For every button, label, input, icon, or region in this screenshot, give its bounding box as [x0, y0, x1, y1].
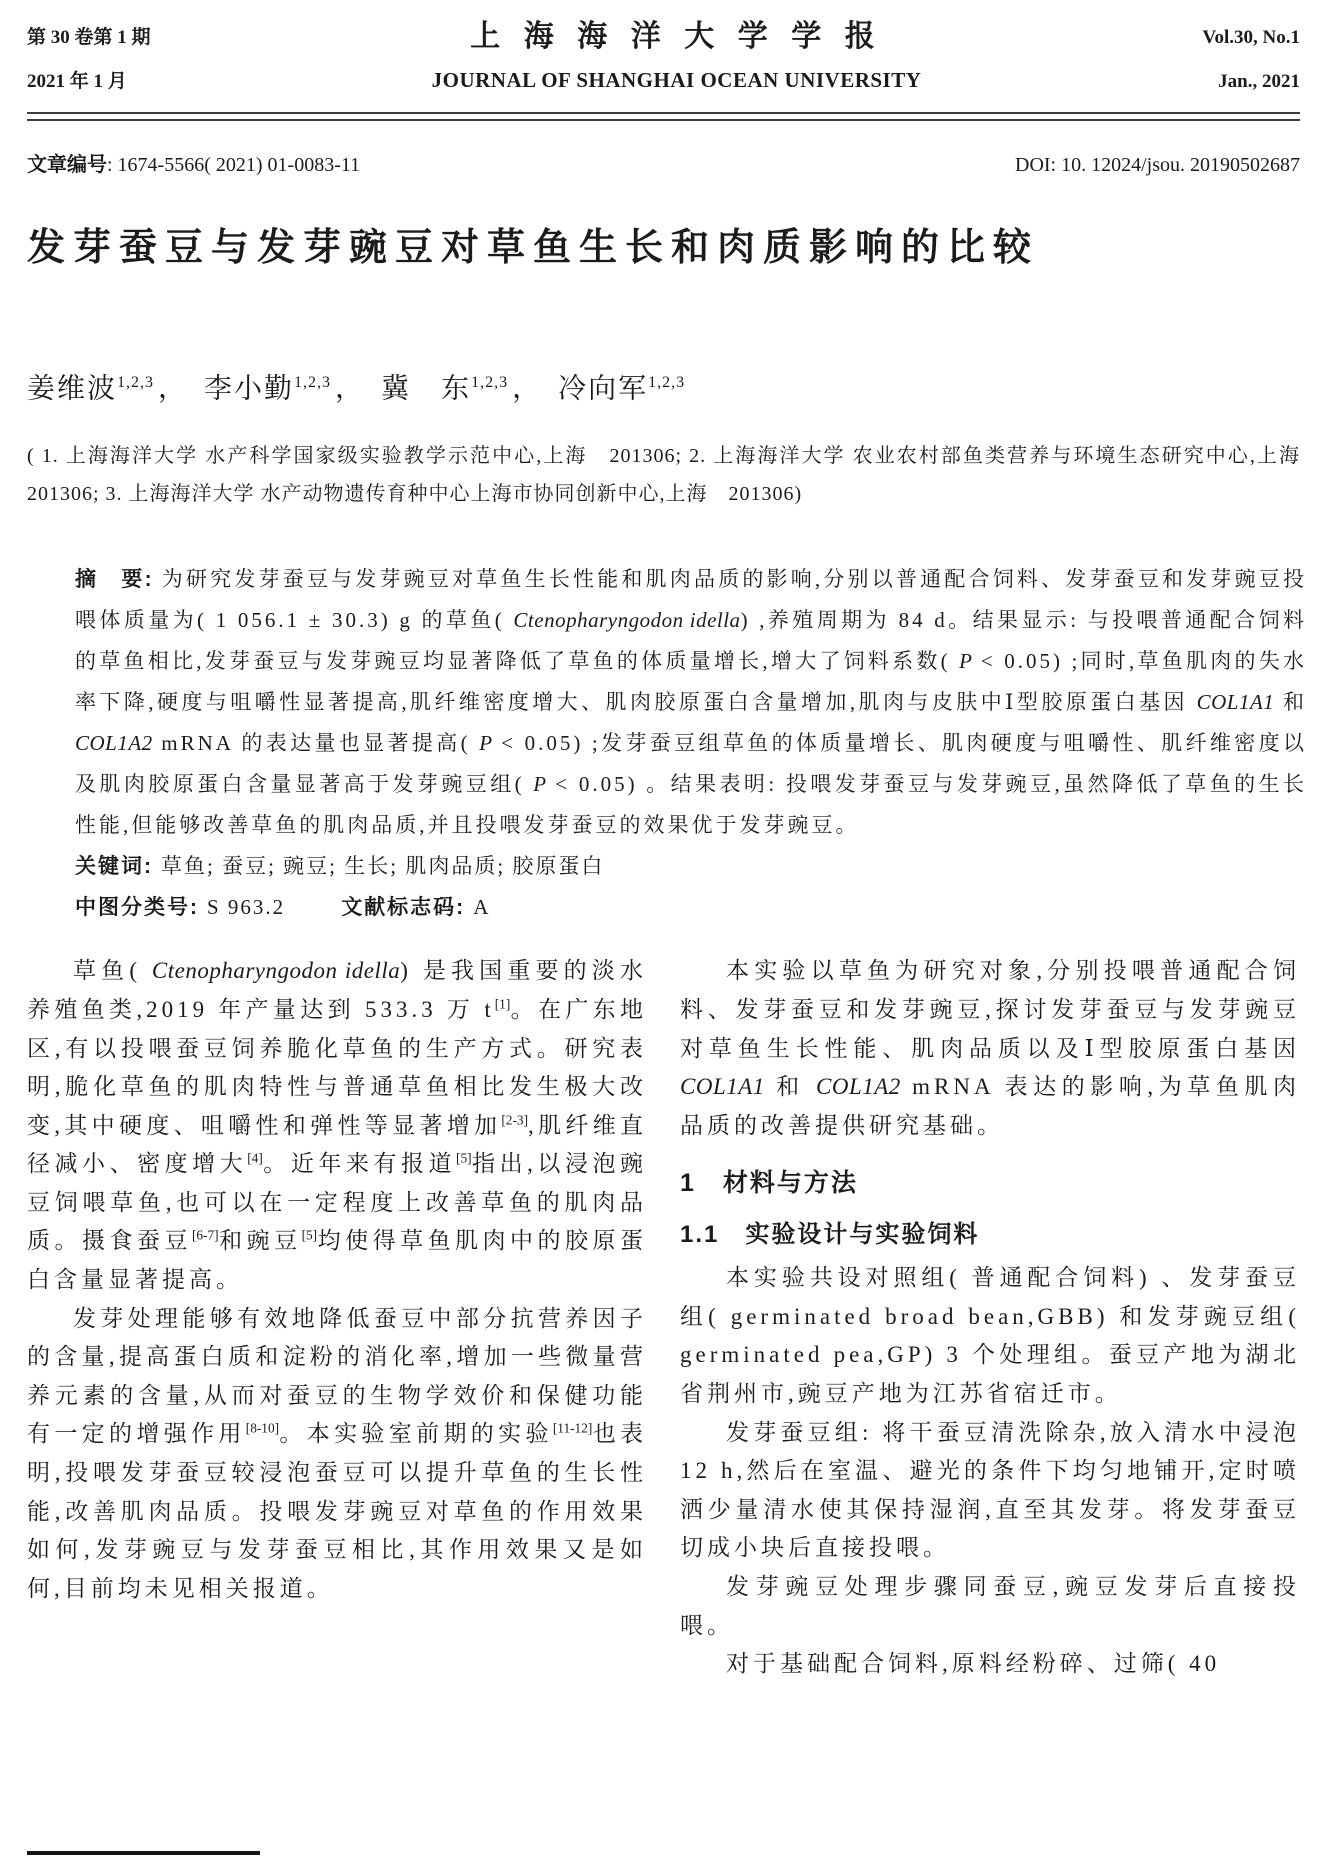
author-separator: ，	[335, 373, 366, 405]
authors-line	[0, 361, 1327, 411]
author-name: 姜维波	[27, 373, 118, 405]
author-name: 冀 东	[381, 373, 472, 405]
article-number	[27, 151, 360, 179]
article-meta-row	[0, 151, 1327, 179]
body-paragraph: 本实验共设对照组( 普通配合饲料) 、发芽蚕豆组( germinated broad bean,GBB) 和发芽豌豆组( germinated pea,GP) 3 个处理组。蚕豆产地为湖北省荆州市,豌豆产地为江苏省宿迁市。	[680, 1265, 1300, 1407]
body-paragraph: 发芽处理能够有效地降低蚕豆中部分抗营养因子的含量,提高蛋白质和淀粉的消化率,增加一些微量营养元素的含量,从而对蚕豆的生物学效价和保健功能有一定的增强作用[8-10]。本实验室前期的实验[11-12]也表明,投喂发芽蚕豆较浸泡蚕豆可以提升草鱼的生长性能,改善肌肉品质。投喂发芽豌豆对草鱼的作用效果如何,发芽豌豆与发芽蚕豆相比,其作用效果又是如何,目前均未见相关报道。	[27, 1305, 648, 1601]
doc-code-label: 文献标志码:	[341, 896, 466, 920]
journal-title-en: JOURNAL OF SHANGHAI OCEAN UNIVERSITY	[431, 68, 922, 92]
body-paragraph: 草鱼( Ctenopharyngodon idella) 是我国重要的淡水养殖鱼类,2019 年产量达到 533.3 万 t[1]。在广东地区,有以投喂蚕豆饲养脆化草鱼的生产方式。研究表明,脆化草鱼的肌肉特性与普通草鱼相比发生极大改变,其中硬度、咀嚼性和弹性等显著增加[2-3],肌纤维直径减小、密度增大[4]。近年来有报道[5]指出,以浸泡豌豆饲喂草鱼,也可以在一定程度上改善草鱼的肌肉品质。摄食蚕豆[6-7]和豌豆[5]均使得草鱼肌肉中的胶原蛋白含量显著提高。	[27, 958, 648, 1293]
author-affiliation-marks: 1,2,3	[471, 374, 509, 391]
body-left-column	[27, 952, 647, 1684]
author-separator: ，	[512, 373, 543, 405]
clc-line	[75, 887, 1307, 928]
author-name: 冷向军	[558, 373, 649, 405]
abstract-label: 摘 要:	[75, 568, 154, 592]
body-right-column	[680, 952, 1300, 1684]
author-affiliation-marks: 1,2,3	[648, 374, 686, 391]
clc-label: 中图分类号:	[75, 896, 199, 920]
author-separator: ，	[158, 373, 189, 405]
body-paragraph: 对于基础配合饲料,原料经粉碎、过筛( 40	[726, 1651, 1221, 1677]
article-title: 发芽蚕豆与发芽豌豆对草鱼生长和肉质影响的比较	[27, 227, 1040, 269]
body-columns	[0, 952, 1327, 1684]
date-en: Jan., 2021	[1218, 71, 1300, 92]
article-number-value: : 1674-5566( 2021) 01-0083-11	[107, 154, 361, 176]
author-affiliation-marks: 1,2,3	[294, 374, 332, 391]
abstract-text: 为研究发芽蚕豆与发芽豌豆对草鱼生长性能和肌肉品质的影响,分别以普通配合饲料、发芽蚕豆和发芽豌豆投喂体质量为( 1 056.1 ± 30.3) g 的草鱼( Ctenopharyngodon idella) ,养殖周期为 84 d。结果显示: 与投喂普通配合饲料的草鱼相比,发芽蚕豆与发芽豌豆均显著降低了草鱼的体质量增长,增大了饲料系数( P < 0.05) ;同时,草鱼肌肉的失水率下降,硬度与咀嚼性显著提高,肌纤维密度增大、肌肉胶原蛋白含量增加,肌肉与皮肤中Ⅰ型胶原蛋白基因 COL1A1 和 COL1A2 mRNA 的表达量也显著提高( P < 0.05) ;发芽蚕豆组草鱼的体质量增长、肌肉硬度与咀嚼性、肌纤维密度以及肌肉胶原蛋白含量显著高于发芽豌豆组( P < 0.05) 。结果表明: 投喂发芽蚕豆与发芽豌豆,虽然降低了草鱼的生长性能,但能够改善草鱼的肌肉品质,并且投喂发芽蚕豆的效果优于发芽豌豆。	[75, 567, 1308, 838]
subsection-heading-experiment-design: 1.1 实验设计与实验饲料	[680, 1221, 980, 1249]
clc-value: S 963.2	[207, 895, 286, 920]
keywords-line	[75, 846, 1307, 887]
masthead-issue-en	[1203, 16, 1300, 104]
masthead-divider-rule	[27, 112, 1300, 121]
article-number-label: 文章编号	[27, 154, 107, 176]
author-affiliation-marks: 1,2,3	[117, 374, 155, 391]
masthead-title	[151, 16, 1203, 102]
journal-masthead	[0, 0, 1327, 104]
doc-code-value: A	[473, 895, 491, 920]
volume-issue-en: Vol.30, No.1	[1202, 27, 1300, 48]
keywords-text: 草鱼; 蚕豆; 豌豆; 生长; 肌肉品质; 胶原蛋白	[161, 854, 605, 879]
author-name: 李小勤	[204, 373, 295, 405]
section-heading-materials-methods: 1 材料与方法	[680, 1169, 858, 1198]
date-cn: 2021 年 1 月	[27, 71, 127, 92]
footnote-rule	[27, 1851, 260, 1855]
abstract-paragraph	[75, 559, 1307, 846]
body-paragraph: 发芽蚕豆组: 将干蚕豆清洗除杂,放入清水中浸泡 12 h,然后在室温、避光的条件下均匀地铺开,定时喷洒少量清水使其保持湿润,直至其发芽。将发芽蚕豆切成小块后直接投喂。	[680, 1419, 1300, 1561]
article-doi: DOI: 10. 12024/jsou. 20190502687	[1015, 154, 1300, 176]
journal-title-cn: 上 海 海 洋 大 学 学 报	[470, 20, 883, 53]
masthead-issue-cn	[27, 16, 151, 104]
body-paragraph: 本实验以草鱼为研究对象,分别投喂普通配合饲料、发芽蚕豆和发芽豌豆,探讨发芽蚕豆与发芽豌豆对草鱼生长性能、肌肉品质以及Ⅰ型胶原蛋白基因 COL1A1 和 COL1A2 mRNA 表达的影响,为草鱼肌肉品质的改善提供研究基础。	[680, 958, 1301, 1138]
keywords-label: 关键词:	[75, 855, 153, 879]
affiliation-block: ( 1. 上海海洋大学 水产科学国家级实验教学示范中心,上海 201306; 2. 上海海洋大学 农业农村部鱼类营养与环境生态研究中心,上海 201306; 3. 上海海洋大学 水产动物遗传育种中心上海市协同创新中心,上海 201306)	[27, 445, 1321, 506]
volume-issue-cn: 第 30 卷第 1 期	[27, 27, 151, 48]
body-paragraph: 发芽豌豆处理步骤同蚕豆,豌豆发芽后直接投喂。	[680, 1574, 1300, 1638]
